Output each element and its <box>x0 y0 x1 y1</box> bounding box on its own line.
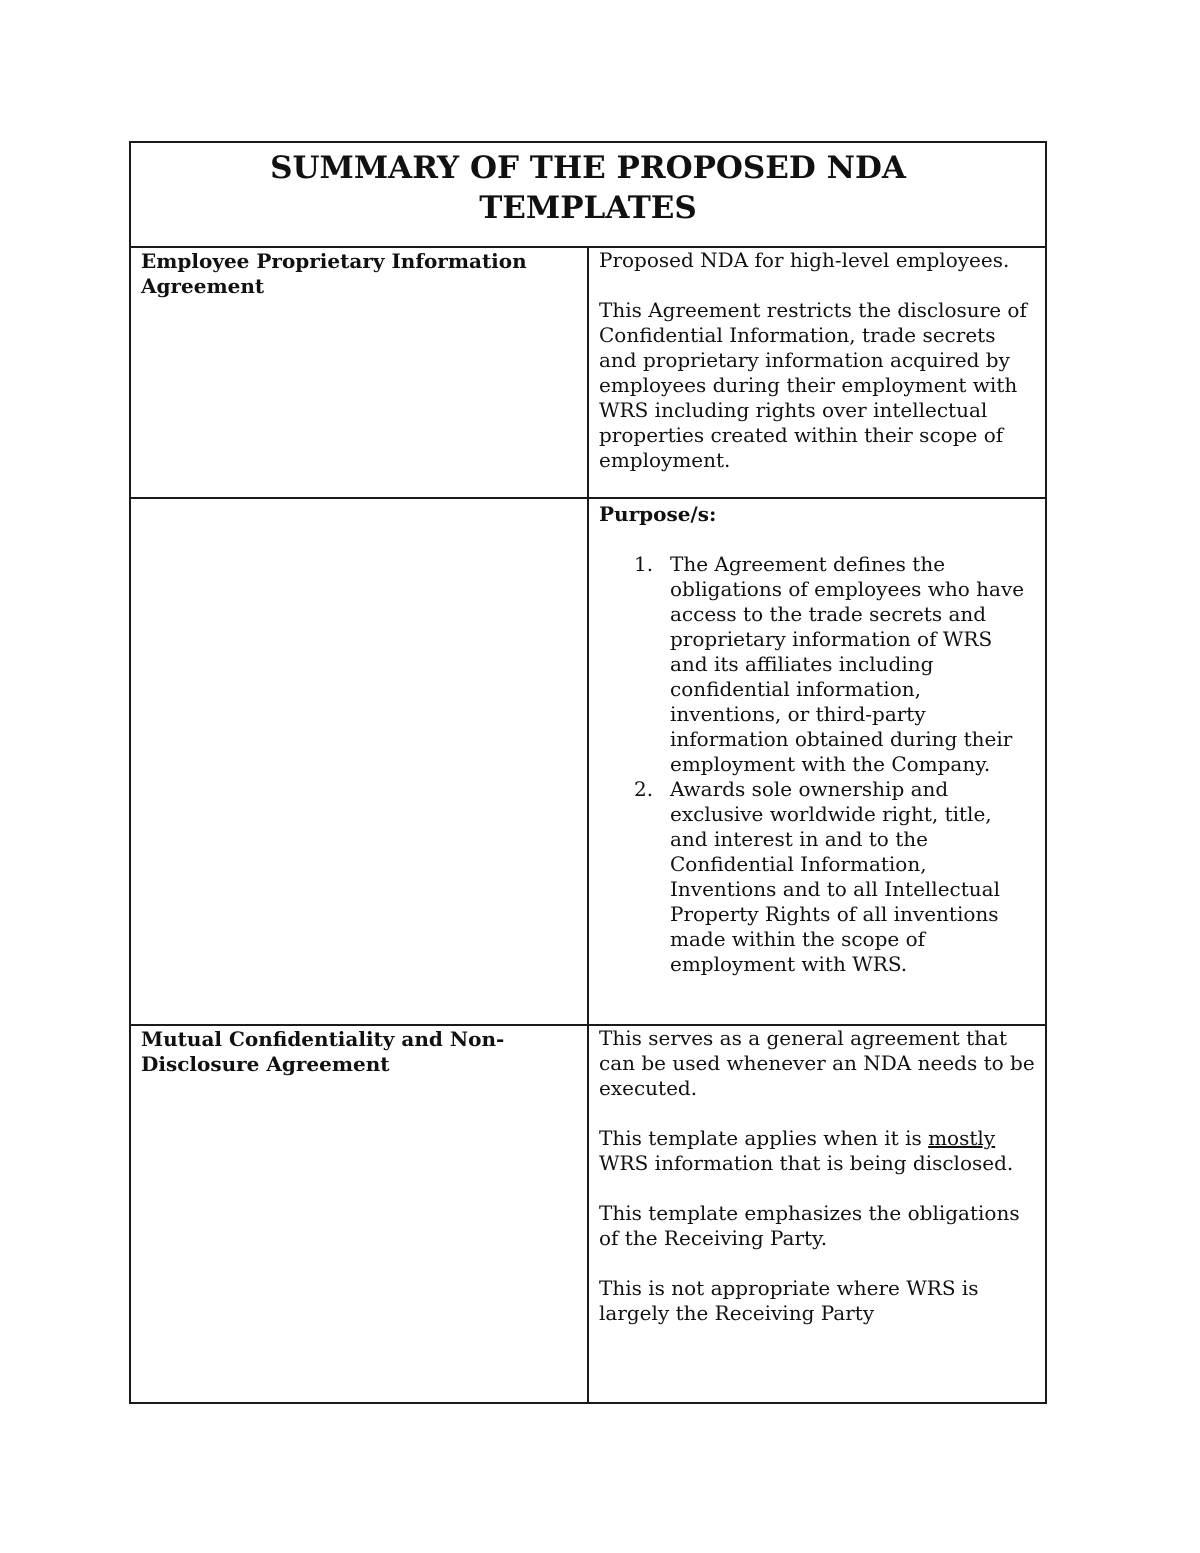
purpose-heading: Purpose/s: <box>599 502 717 526</box>
text-span: WRS information that is being disclosed. <box>599 1151 1014 1175</box>
title-cell <box>130 142 1046 247</box>
description-paragraph: This serves as a general agreement that can be used whenever an NDA needs to be executed. <box>599 1026 1035 1100</box>
description-paragraph: Proposed NDA for high-level employees. <box>599 248 1010 272</box>
description-paragraph <box>599 1126 1035 1176</box>
text-span: This template applies when it is <box>599 1126 929 1150</box>
description-paragraph: This is not appropriate where WRS is largely the Receiving Party <box>599 1276 979 1325</box>
agreement-name <box>131 499 587 500</box>
list-item-text: The Agreement defines the obligations of employees who have access to the trade secrets and proprietary information of WRS and its affiliates including confidential information, inventions, or third-party information obtained during their employment with the Company. <box>670 552 1025 776</box>
document-title: SUMMARY OF THE PROPOSED NDA TEMPLATES <box>270 150 906 226</box>
agreement-name: Employee Proprietary Information Agreement <box>141 249 527 298</box>
list-number: 1. <box>634 552 654 576</box>
agreement-name: Mutual Confidentiality and Non-Disclosure Agreement <box>141 1027 505 1076</box>
purpose-list <box>599 552 1035 977</box>
right-cell <box>588 1025 1046 1403</box>
right-cell <box>588 247 1046 498</box>
list-item <box>599 552 1035 777</box>
nda-summary-table <box>129 141 1047 1404</box>
list-item <box>599 777 1035 977</box>
underlined-text: mostly <box>928 1126 996 1150</box>
left-cell <box>130 498 588 1025</box>
table-row-purposes <box>130 498 1046 1025</box>
table-row-employee-agreement <box>130 247 1046 498</box>
description-paragraph: This template emphasizes the obligations of the Receiving Party. <box>599 1201 1020 1250</box>
table-row-mutual-nda <box>130 1025 1046 1403</box>
right-cell <box>588 498 1046 1025</box>
left-cell <box>130 1025 588 1403</box>
description-paragraph: This Agreement restricts the disclosure of Confidential Information, trade secrets and proprietary information acquired by employees during their employment with WRS including rights over intellectual properties created within their scope of employment. <box>599 298 1027 472</box>
list-number: 2. <box>634 777 654 801</box>
left-cell <box>130 247 588 498</box>
list-item-text: Awards sole ownership and exclusive worldwide right, title, and interest in and to the Confidential Information, Inventions and to all Intellectual Property Rights of all inventions made within the scope of employment with WRS. <box>670 777 1000 976</box>
